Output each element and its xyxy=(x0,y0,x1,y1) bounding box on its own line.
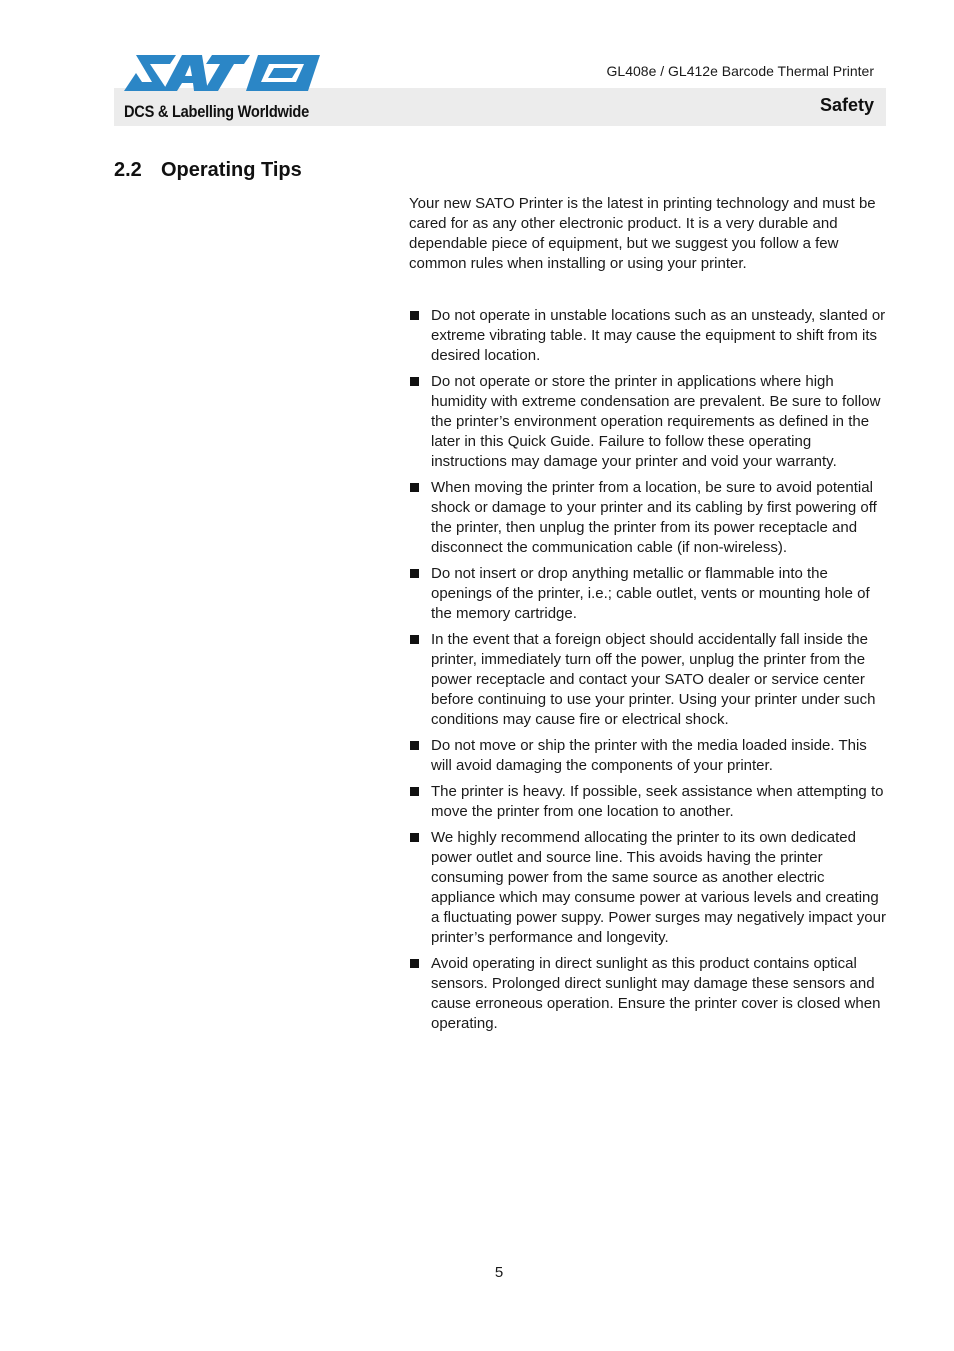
tip-text: Do not move or ship the printer with the media loaded inside. This will avoid damaging the components of your printer. xyxy=(431,737,867,774)
square-bullet-icon xyxy=(410,569,419,578)
section-title: Operating Tips xyxy=(161,159,302,181)
square-bullet-icon xyxy=(410,311,419,320)
square-bullet-icon xyxy=(410,635,419,644)
tip-text: Do not operate or store the printer in applications where high humidity with extreme condensation are prevalent. Be sure to follow the printer’s environment operation requirements as defined in the later in this Quick Guide. Failure to follow these operating instructions may damage your printer and void your warranty. xyxy=(431,373,881,470)
brand-tagline: DCS & Labelling Worldwide xyxy=(124,102,309,121)
list-item xyxy=(409,306,887,366)
list-item xyxy=(409,478,887,558)
list-item xyxy=(409,372,887,472)
tip-text: Do not operate in unstable locations such as an unsteady, slanted or extreme vibrating table. It may cause the equipment to shift from its desired location. xyxy=(431,307,886,364)
section-label: Safety xyxy=(819,95,874,115)
page-number: 5 xyxy=(494,1264,504,1281)
square-bullet-icon xyxy=(410,483,419,492)
list-item xyxy=(409,564,887,624)
list-item xyxy=(409,954,887,1034)
tips-list xyxy=(409,306,887,1040)
list-item xyxy=(409,630,887,730)
tip-text: In the event that a foreign object should accidentally fall inside the printer, immediately turn off the power, unplug the printer from the power receptacle and contact your SATO dealer or service center before continuing to use your printer. Using your printer under such conditions may cause fire or electrical shock. xyxy=(431,631,876,728)
section-heading xyxy=(114,159,302,182)
square-bullet-icon xyxy=(410,959,419,968)
list-item xyxy=(409,828,887,948)
tip-text: The printer is heavy. If possible, seek assistance when attempting to move the printer from one location to another. xyxy=(431,783,884,820)
sato-logo xyxy=(124,55,324,91)
tip-text: Avoid operating in direct sunlight as this product contains optical sensors. Prolonged direct sunlight may damage these sensors and cause erroneous operation. Ensure the printer cover is closed when operating. xyxy=(431,955,881,1032)
section-number: 2.2 xyxy=(114,159,142,181)
square-bullet-icon xyxy=(410,833,419,842)
intro-paragraph: Your new SATO Printer is the latest in printing technology and must be cared for as any other electronic product. It is a very durable and dependable piece of equipment, but we suggest you follow a few common rules when installing or using your printer. xyxy=(409,195,876,272)
square-bullet-icon xyxy=(410,741,419,750)
tip-text: We highly recommend allocating the printer to its own dedicated power outlet and source line. This avoids having the printer consuming power from the same source as another electric appliance which may consume power at various levels and creating a fluctuating power suppy. Power surges may negatively impact your printer’s performance and longevity. xyxy=(431,829,886,946)
square-bullet-icon xyxy=(410,377,419,386)
list-item xyxy=(409,782,887,822)
tip-text: When moving the printer from a location, be sure to avoid potential shock or damage to your printer and its cabling by first powering off the printer, then unplug the printer from its power receptacle and disconnect the communication cable (if non-wireless). xyxy=(431,479,877,556)
tip-text: Do not insert or drop anything metallic or flammable into the openings of the printer, i.e.; cable outlet, vents or mounting hole of the memory cartridge. xyxy=(431,565,870,622)
square-bullet-icon xyxy=(410,787,419,796)
list-item xyxy=(409,736,887,776)
product-title: GL408e / GL412e Barcode Thermal Printer xyxy=(606,63,874,79)
